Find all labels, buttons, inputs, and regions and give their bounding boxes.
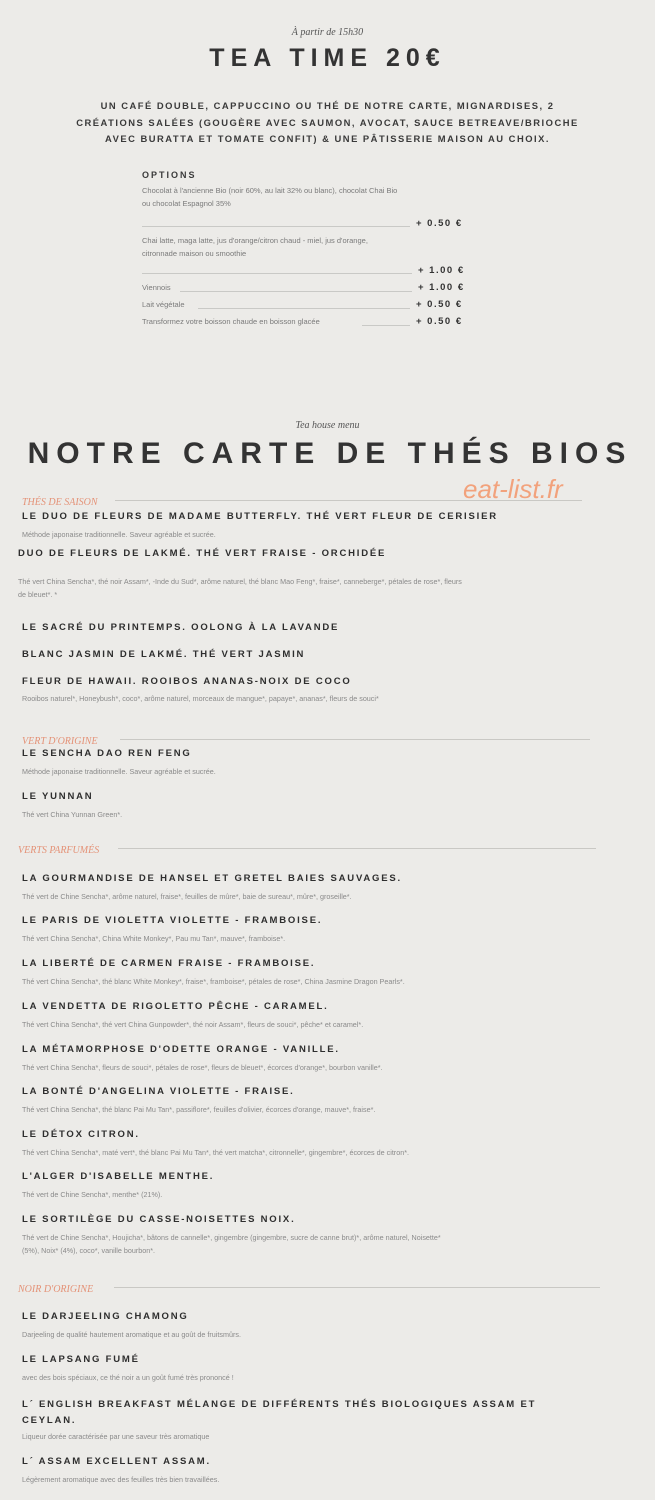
menu-item-desc: Légèrement aromatique avec des feuilles très bien travaillées.: [22, 1475, 220, 1484]
option-text-line: Chai latte, maga latte, jus d'orange/citron chaud - miel, jus d'orange,: [142, 236, 368, 245]
option-price: + 1.00 €: [418, 265, 465, 276]
carte-kicker: Tea house menu: [295, 420, 360, 431]
menu-item-desc: Liqueur dorée caractérisée par une saveur très aromatique: [22, 1432, 210, 1441]
teatime-desc-line: UN CAFÉ DOUBLE, CAPPUCCINO OU THÉ DE NOTRE CARTE, MIGNARDISES, 2: [100, 100, 555, 111]
option-leader: [362, 325, 410, 326]
teatime-desc-line: AVEC BURATTA ET TOMATE CONFIT) & UNE PÂTISSERIE MAISON AU CHOIX.: [105, 133, 550, 144]
option-text: Transformez votre boisson chaude en boisson glacée: [142, 317, 320, 326]
section-title: NOIR D'ORIGINE: [18, 1284, 94, 1295]
section-title: VERT D'ORIGINE: [22, 736, 98, 747]
option-text: Viennois: [142, 283, 171, 292]
menu-item-name-line: L´ ENGLISH BREAKFAST MÉLANGE DE DIFFÉRENTS THÉS BIOLOGIQUES ASSAM ET: [22, 1399, 537, 1410]
menu-item-name: BLANC JASMIN DE LAKMÉ. THÉ VERT JASMIN: [22, 649, 306, 660]
section-divider: [120, 739, 590, 740]
option-text: Lait végétale: [142, 300, 185, 309]
menu-item-name: [22, 1397, 536, 1429]
menu-item-name: LA MÉTAMORPHOSE D'ODETTE ORANGE - VANILLE.: [22, 1044, 340, 1055]
section-title: THÉS DE SAISON: [22, 497, 98, 508]
menu-item-name: LE DARJEELING CHAMONG: [22, 1311, 189, 1322]
section-header: [18, 1279, 600, 1293]
menu-item-name: L'ALGER D'ISABELLE MENTHE.: [22, 1171, 215, 1182]
menu-item-name: LA VENDETTA DE RIGOLETTO PÊCHE - CARAMEL.: [22, 1001, 329, 1012]
teatime-description: [50, 98, 605, 148]
menu-item-name: LA BONTÉ D'ANGELINA VIOLETTE - FRAISE.: [22, 1086, 295, 1097]
menu-item-name: DUO DE FLEURS DE LAKMÉ. THÉ VERT FRAISE - ORCHIDÉE: [18, 548, 387, 559]
menu-item-desc: Méthode japonaise traditionnelle. Saveur agréable et sucrée.: [22, 530, 216, 539]
menu-item-desc: Darjeeling de qualité hautement aromatique et au goût de fruitsmûrs.: [22, 1330, 241, 1339]
menu-item-desc: avec des bois spéciaux, ce thé noir a un goût fumé très prononcé !: [22, 1373, 234, 1382]
menu-item-desc: [18, 575, 638, 601]
menu-item-desc: Thé vert China Sencha*, thé blanc White Monkey*, fraise*, framboise*, pétales de rose*, China Jasmine Dragon Pearls*.: [22, 977, 405, 986]
menu-item-desc: Thé vert China Sencha*, fleurs de souci*, pétales de rose*, fleurs de bleuet*, écorces d'orange*, bourbon vanille*.: [22, 1063, 383, 1072]
menu-item-name: FLEUR DE HAWAII. ROOIBOS ANANAS-NOIX DE COCO: [22, 676, 352, 687]
menu-item-desc: Méthode japonaise traditionnelle. Saveur agréable et sucrée.: [22, 767, 216, 776]
menu-item-desc: Thé vert China Sencha*, thé blanc Pai Mu Tan*, passiflore*, feuilles d'olivier, écorces d'orange, mauve*, fraise*.: [22, 1105, 376, 1114]
menu-item-desc-line: de bleuet*. *: [18, 590, 58, 599]
menu-item-name: LE DÉTOX CITRON.: [22, 1129, 140, 1140]
section-title: VERTS PARFUMÉS: [18, 845, 100, 856]
menu-item-name: LE SACRÉ DU PRINTEMPS. OOLONG À LA LAVANDE: [22, 622, 340, 633]
menu-item-name: LE DUO DE FLEURS DE MADAME BUTTERFLY. THÉ VERT FLEUR DE CERISIER: [22, 511, 498, 522]
section-divider: [118, 848, 596, 849]
section-header: [22, 492, 582, 506]
option-price: + 0.50 €: [416, 316, 463, 327]
option-leader: [142, 273, 412, 274]
menu-item-name: LE SORTILÈGE DU CASSE-NOISETTES NOIX.: [22, 1214, 296, 1225]
watermark: eat-list.fr: [463, 474, 563, 504]
menu-item-name: LE YUNNAN: [22, 791, 94, 802]
menu-item-desc: Thé vert de Chine Sencha*, menthe* (21%).: [22, 1190, 163, 1199]
option-leader: [180, 291, 412, 292]
carte-title: NOTRE CARTE DE THÉS BIOS: [27, 437, 633, 470]
menu-item-desc: Thé vert China Sencha*, China White Monkey*, Pau mu Tan*, mauve*, framboise*.: [22, 934, 286, 943]
menu-item-desc: Thé vert China Yunnan Green*.: [22, 810, 123, 819]
option-price: + 0.50 €: [416, 299, 463, 310]
teatime-desc-line: CRÉATIONS SALÉES (GOUGÈRE AVEC SAUMON, AVOCAT, SAUCE BETREAVE/BRIOCHE: [76, 116, 579, 128]
option-text-line: ou chocolat Espagnol 35%: [142, 199, 231, 208]
teatime-kicker: À partir de 15h30: [291, 27, 364, 38]
menu-item-desc: Rooibos naturel*, Honeybush*, coco*, arôme naturel, morceaux de mangue*, papaye*, ananas*, fleurs de souci*: [22, 694, 379, 703]
teatime-title: TEA TIME 20€: [209, 44, 446, 72]
menu-item-name: LE SENCHA DAO REN FENG: [22, 748, 192, 759]
menu-item-desc: Thé vert de Chine Sencha*, arôme naturel, fraise*, feuilles de mûre*, baie de sureau*, mûre*, groseille*.: [22, 892, 352, 901]
options-title: OPTIONS: [142, 170, 197, 180]
option-text: [142, 184, 482, 210]
menu-item-desc: Thé vert China Sencha*, thé vert China Gunpowder*, thé noir Assam*, fleurs de souci*, pêche* et caramel*.: [22, 1020, 364, 1029]
menu-item-name: LE LAPSANG FUMÉ: [22, 1354, 140, 1365]
menu-item-name: LE PARIS DE VIOLETTA VIOLETTE - FRAMBOISE.: [22, 915, 323, 926]
menu-item-name: L´ ASSAM EXCELLENT ASSAM.: [22, 1456, 211, 1467]
option-text-line: citronnade maison ou smoothie: [142, 249, 247, 258]
menu-item-desc: Thé vert China Sencha*, maté vert*, thé blanc Pai Mu Tan*, thé vert matcha*, citronnelle*, gingembre*, écorces de citron*.: [22, 1148, 409, 1157]
menu-item-desc: [22, 1231, 642, 1257]
section-header: [22, 731, 590, 745]
option-price: + 0.50 €: [416, 218, 463, 229]
option-text-line: Chocolat à l'ancienne Bio (noir 60%, au lait 32% ou blanc), chocolat Chai Bio: [142, 186, 398, 195]
option-leader: [142, 226, 410, 227]
menu-item-desc-line: Thé vert China Sencha*, thé noir Assam*, -Inde du Sud*, arôme naturel, thé blanc Mao Feng*, fraise*, canneberge*, pétales de rose*, fleurs: [18, 577, 462, 586]
menu-item-name: LA GOURMANDISE DE HANSEL ET GRETEL BAIES SAUVAGES.: [22, 873, 402, 884]
option-text: [142, 234, 482, 260]
menu-item-name: LA LIBERTÉ DE CARMEN FRAISE - FRAMBOISE.: [22, 958, 316, 969]
section-divider: [114, 1287, 600, 1288]
option-leader: [198, 308, 410, 309]
menu-item-name-line: CEYLAN.: [22, 1415, 77, 1426]
menu-item-desc-line: Thé vert de Chine Sencha*, Houjicha*, bâtons de cannelle*, gingembre (gingembre, sucre de canne brut)*, arôme naturel, Noisette*: [22, 1233, 441, 1242]
section-divider: [115, 500, 582, 501]
option-price: + 1.00 €: [418, 282, 465, 293]
menu-item-desc-line: (5%), Noix* (4%), coco*, vanille bourbon*.: [22, 1246, 156, 1255]
section-header: [18, 840, 596, 854]
